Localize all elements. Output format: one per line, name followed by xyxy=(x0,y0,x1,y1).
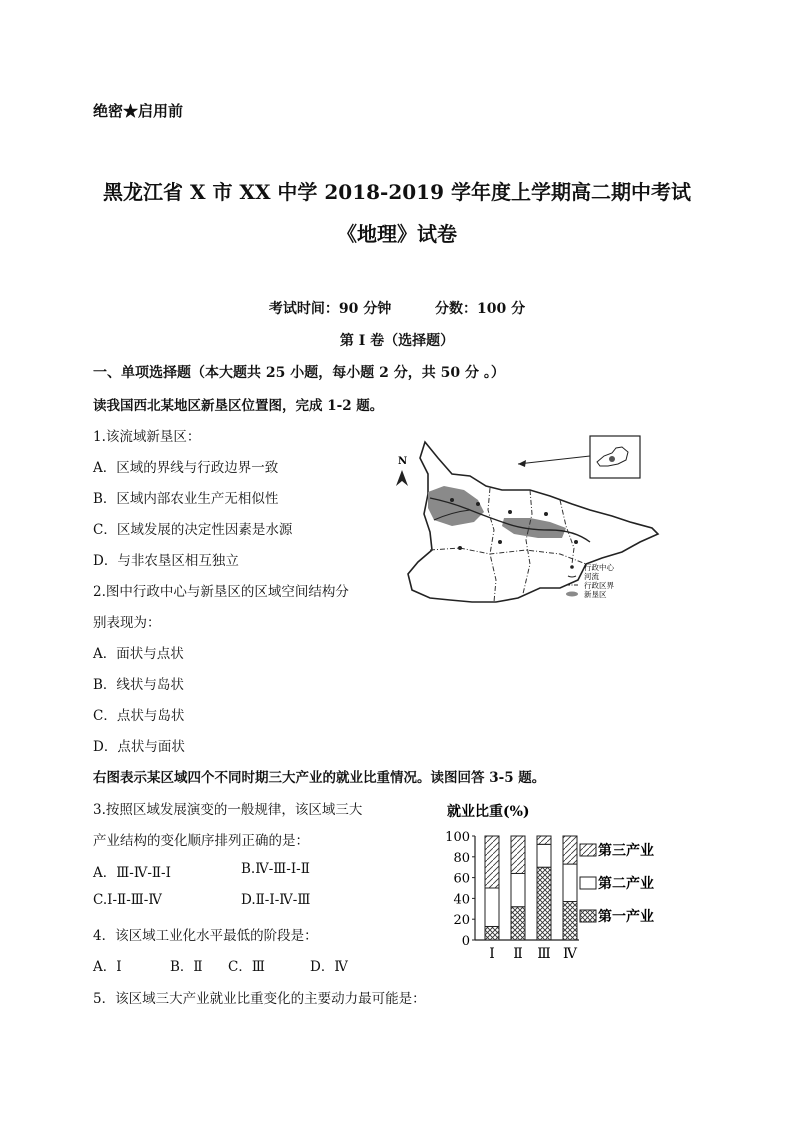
q4-option-a: A．Ⅰ xyxy=(93,959,122,975)
q1-stem: 1.该流域新垦区： xyxy=(93,429,201,445)
north-label: N xyxy=(398,456,408,467)
q2-option-c: C．点状与岛状 xyxy=(93,708,185,724)
chart-bar-segment xyxy=(537,836,551,844)
part-title: 第 I 卷（选择题） xyxy=(339,333,455,349)
q1-option-b: B．区域内部农业生产无相似性 xyxy=(93,491,279,507)
chart-y-tick-label: 100 xyxy=(445,830,470,845)
q1-option-c: C．区域发展的决定性因素是水源 xyxy=(93,522,293,538)
q3-option-c: C.Ⅰ-Ⅱ-Ⅲ-Ⅳ xyxy=(93,892,162,908)
north-arrow-icon xyxy=(396,470,408,486)
intro-1: 读我国西北某地区新垦区位置图，完成 1-2 题。 xyxy=(93,398,384,414)
chart-bar-segment xyxy=(485,836,499,888)
chart-x-tick-label: Ⅲ xyxy=(537,946,551,962)
map-inset-location xyxy=(609,456,615,462)
chart-x-tick-label: Ⅰ xyxy=(489,946,495,962)
exam-time: 考试时间：90 分钟 xyxy=(268,301,392,317)
reclamation-map xyxy=(390,430,670,610)
chart-bar-segment xyxy=(511,907,525,940)
chart-legend-label: 第二产业 xyxy=(598,876,654,892)
map-pointer-arrowhead xyxy=(518,460,526,467)
chart-y-tick-label: 20 xyxy=(453,913,470,929)
chart-legend-swatch xyxy=(580,844,596,856)
chart-y-tick-label: 40 xyxy=(453,892,470,908)
legend-reclaim-icon xyxy=(566,592,578,597)
chart-y-tick-label: 60 xyxy=(453,871,470,887)
section-heading: 一、单项选择题（本大题共 25 小题，每小题 2 分，共 50 分 。） xyxy=(93,365,505,381)
q3-stem-line2: 产业结构的变化顺序排列正确的是： xyxy=(93,833,309,849)
exam-score: 分数：100 分 xyxy=(435,301,526,317)
legend-river: 河流 xyxy=(584,572,599,581)
chart-bar-segment xyxy=(511,836,525,873)
chart-bar-segment xyxy=(563,864,577,901)
q2-stem-line2: 别表现为： xyxy=(93,615,161,631)
q2-option-d: D．点状与面状 xyxy=(93,739,185,755)
chart-legend-label: 第一产业 xyxy=(598,909,654,925)
q2-option-a: A．面状与点状 xyxy=(93,646,184,662)
exam-title-line2: 《地理》试卷 xyxy=(337,222,457,246)
chart-y-tick-label: 0 xyxy=(461,934,470,949)
legend-reclaim: 新垦区 xyxy=(584,590,607,599)
q3-option-b: B.Ⅳ-Ⅲ-Ⅰ-Ⅱ xyxy=(241,861,310,877)
chart-legend-swatch xyxy=(580,877,596,889)
chart-legend-group xyxy=(580,842,654,925)
q2-option-b: B．线状与岛状 xyxy=(93,677,184,693)
admin-center-dot xyxy=(508,510,512,514)
admin-center-dot xyxy=(476,502,480,506)
admin-center-dot xyxy=(544,512,548,516)
exam-title-line1: 黑龙江省 X 市 XX 中学 2018-2019 学年度上学期高二期中考试 xyxy=(103,180,691,204)
chart-y-tick-label: 80 xyxy=(453,850,470,866)
chart-bar-segment xyxy=(485,926,499,940)
q4-stem: 4．该区域工业化水平最低的阶段是： xyxy=(93,928,318,944)
q4-option-b: B．Ⅱ xyxy=(170,959,203,975)
chart-x-tick-label: Ⅱ xyxy=(513,946,523,962)
q5-stem: 5．该区域三大产业就业比重变化的主要动力最可能是： xyxy=(93,991,426,1007)
q3-stem-line1: 3.按照区域发展演变的一般规律，该区域三大 xyxy=(93,802,363,818)
q4-option-c: C．Ⅲ xyxy=(228,959,265,975)
legend-admin-center: 行政中心 xyxy=(584,563,614,572)
admin-center-dot xyxy=(574,540,578,544)
chart-ylabel: 就业比重(%) xyxy=(447,804,530,820)
intro-2: 右图表示某区域四个不同时期三大产业的就业比重情况。读图回答 3-5 题。 xyxy=(93,770,546,786)
q4-option-d: D．Ⅳ xyxy=(310,959,348,975)
chart-bars-group xyxy=(485,836,577,940)
q3-option-d: D.Ⅱ-Ⅰ-Ⅳ-Ⅲ xyxy=(241,892,311,908)
exam-info xyxy=(0,298,794,318)
q1-option-d: D．与非农垦区相互独立 xyxy=(93,553,239,569)
legend-admin-center-icon xyxy=(570,565,574,569)
secret-label: 绝密★启用前 xyxy=(93,102,184,120)
q1-option-a: A．区域的界线与行政边界一致 xyxy=(93,460,279,476)
chart-xlabels-group xyxy=(489,946,578,962)
q3-option-a: A．Ⅲ-Ⅳ-Ⅱ-Ⅰ xyxy=(93,865,171,881)
admin-center-dot xyxy=(498,540,502,544)
employment-chart xyxy=(445,800,685,970)
admin-center-dot xyxy=(458,546,462,550)
legend-boundary: 行政区界 xyxy=(584,581,614,590)
map-pointer-line xyxy=(518,456,590,464)
chart-bar-segment xyxy=(537,867,551,940)
chart-legend-label: 第三产业 xyxy=(598,843,654,859)
chart-bar-segment xyxy=(485,888,499,926)
chart-bar-segment xyxy=(563,836,577,864)
q2-stem-line1: 2.图中行政中心与新垦区的区域空间结构分 xyxy=(93,584,349,600)
chart-x-tick-label: Ⅳ xyxy=(563,946,577,962)
chart-legend-swatch xyxy=(580,910,596,922)
chart-bar-segment xyxy=(511,873,525,906)
chart-bar-segment xyxy=(537,844,551,867)
chart-bar-segment xyxy=(563,902,577,940)
admin-center-dot xyxy=(450,498,454,502)
